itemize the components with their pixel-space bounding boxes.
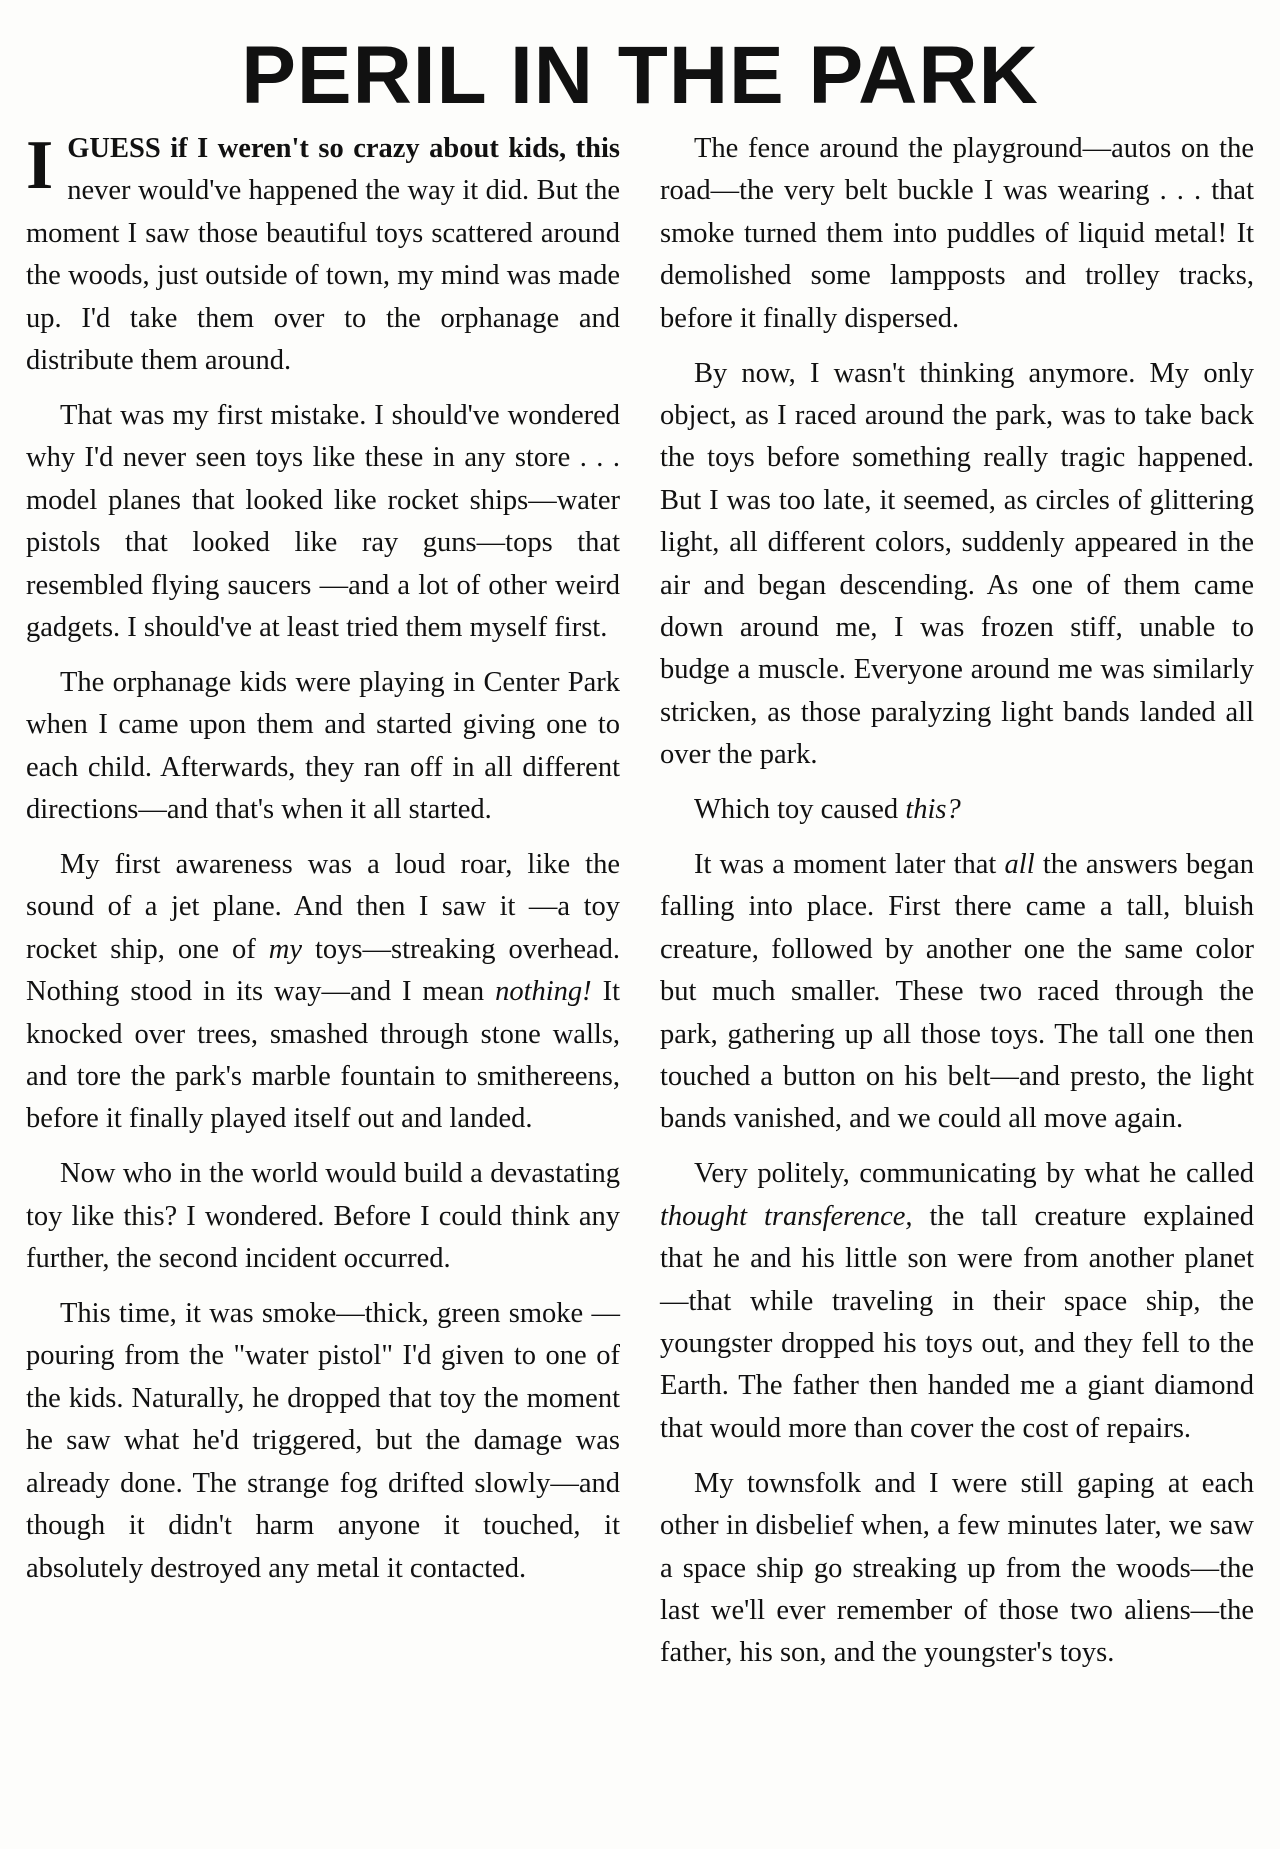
emphasis-text: thought transference, bbox=[660, 1200, 913, 1232]
paragraph-text: This time, it was smoke—thick, green smoke —pouring from the "water pistol" I'd given to one of the kids. Naturally, he dropped that toy the moment he saw what he'd triggered, but the damage was already done. The strange fog drifted slowly—and though it didn't harm anyone it touched, it absolutely destroyed any metal it contacted. bbox=[26, 1298, 620, 1584]
paragraph-text: Which toy caused bbox=[694, 794, 906, 826]
paragraph-text: Very politely, communicating by what he called bbox=[694, 1158, 1254, 1190]
story-paragraph-5 bbox=[26, 1153, 620, 1280]
story-paragraph-9 bbox=[660, 789, 1254, 831]
story-paragraph-6 bbox=[26, 1293, 620, 1590]
right-column bbox=[660, 128, 1254, 1687]
left-column bbox=[26, 128, 620, 1602]
story-paragraph-3 bbox=[26, 662, 620, 832]
paragraph-text: toys—streaking overhead. Nothing stood in its way—and I mean bbox=[26, 933, 621, 1008]
story-paragraph-11 bbox=[660, 1153, 1254, 1450]
story-paragraph-8 bbox=[660, 353, 1254, 777]
story-paragraph-1 bbox=[26, 128, 620, 382]
drop-cap: I bbox=[26, 127, 54, 204]
paragraph-text: the tall creature explained that he and his little son were from another planet—that while traveling in their space ship, the youngster dropped his toys out, and they fell to the Earth. The father then handed me a giant diamond that would more than cover the cost of repairs. bbox=[660, 1200, 1254, 1444]
paragraph-text: By now, I wasn't thinking anymore. My only object, as I raced around the park, was to take back the toys before something really tragic happened. But I was too late, it seemed, as circles of glittering light, all different colors, suddenly appeared in the air and began descending. As one of them came down around me, I was frozen stiff, unable to budge a muscle. Everyone around me was similarly stricken, as those paralyzing light bands landed all over the park. bbox=[660, 357, 1254, 771]
paragraph-text: Now who in the world would build a devastating toy like this? I wondered. Before I could think any further, the second incident occurred. bbox=[26, 1158, 620, 1275]
paragraph-text: My first awareness was a loud roar, like the sound of a jet plane. And then I saw it —a toy rocket ship, one of bbox=[26, 849, 620, 965]
story-paragraph-12 bbox=[660, 1463, 1254, 1675]
paragraph-text: My townsfolk and I were still gaping at each other in disbelief when, a few minutes later, we saw a space ship go streaking up from the woods—the last we'll ever remember of those two aliens—the father, his son, and the youngster's toys. bbox=[660, 1467, 1254, 1669]
story-title: PERIL IN THE PARK bbox=[241, 30, 1039, 121]
emphasis-text: this? bbox=[905, 794, 961, 826]
paragraph-text: That was my first mistake. I should've wondered why I'd never seen toys like these in any store . . . model planes that looked like rocket ships—water pistols that looked like ray guns—tops that resembled flying saucers —and a lot of other weird gadgets. I should've at least tried them myself first. bbox=[26, 399, 620, 643]
lead-in-text: GUESS if I weren't so crazy about kids, this bbox=[67, 133, 620, 164]
story-paragraph-4 bbox=[26, 844, 620, 1141]
story-paragraph-2 bbox=[26, 395, 620, 649]
paragraph-text: It was a moment later that bbox=[694, 849, 1005, 880]
paragraph-text: the answers began falling into place. First there came a tall, bluish creature, followed by another one the same color but much smaller. These two raced through the park, gathering up all those toys. The tall one then touched a button on his belt—and presto, the light bands vanished, and we could all move again. bbox=[660, 849, 1255, 1135]
emphasis-text: my bbox=[268, 933, 302, 965]
emphasis-text: nothing! bbox=[495, 976, 592, 1008]
emphasis-text: all bbox=[1004, 849, 1035, 880]
paragraph-text: The fence around the playground—autos on the road—the very belt buckle I was wearing . . . that smoke turned them into puddles of liquid metal! It demolished some lampposts and trolley tracks, before it finally dispersed. bbox=[660, 133, 1254, 334]
paragraph-text: It knocked over trees, smashed through stone walls, and tore the park's marble fountain to smithereens, before it finally played itself out and landed. bbox=[26, 976, 620, 1135]
paragraph-text: never would've happened the way it did. But the moment I saw those beautiful toys scattered around the woods, just outside of town, my mind was made up. I'd take them over to the orphanage and distribute them around. bbox=[26, 175, 620, 377]
story-paragraph-7 bbox=[660, 128, 1254, 340]
paragraph-text: The orphanage kids were playing in Center Park when I came upon them and started giving one to each child. Afterwards, they ran off in all different directions—and that's when it all started. bbox=[26, 666, 620, 826]
story-paragraph-10 bbox=[660, 844, 1254, 1141]
